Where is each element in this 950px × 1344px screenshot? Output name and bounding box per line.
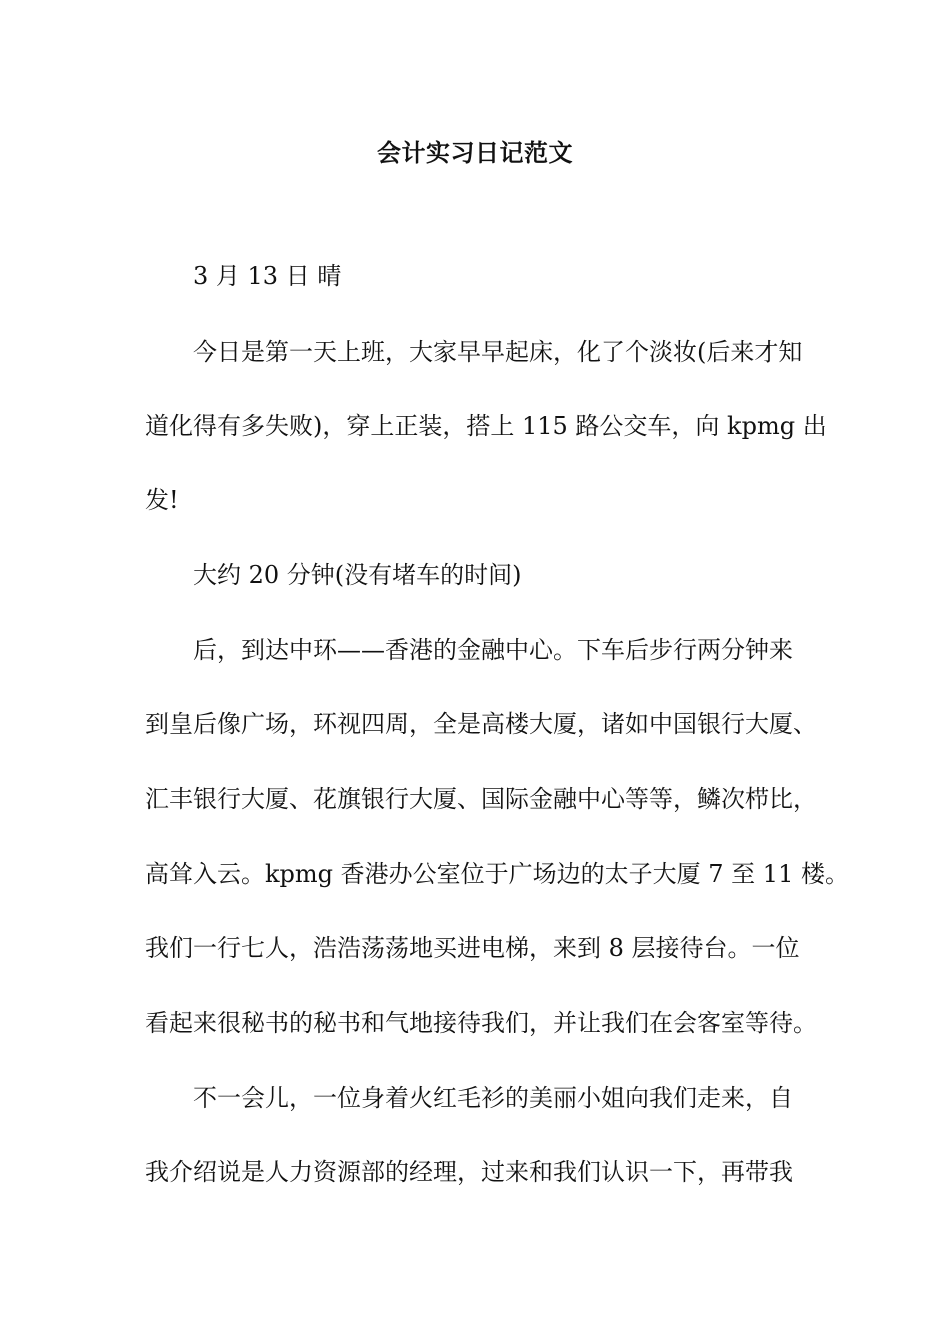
paragraph-line: 高耸入云。kpmg 香港办公室位于广场边的太子大厦 7 至 11 楼。	[145, 860, 849, 888]
paragraph-line: 我介绍说是人力资源部的经理，过来和我们认识一下，再带我	[145, 1158, 793, 1186]
paragraph-line: 今日是第一天上班，大家早早起床，化了个淡妆(后来才知	[193, 338, 803, 366]
paragraph-line: 大约 20 分钟(没有堵车的时间)	[193, 561, 522, 589]
paragraph-line: 看起来很秘书的秘书和气地接待我们，并让我们在会客室等待。	[145, 1009, 817, 1037]
date-weather-line: 3 月 13 日 晴	[193, 262, 342, 290]
paragraph-line: 不一会儿，一位身着火红毛衫的美丽小姐向我们走来，自	[193, 1084, 793, 1112]
paragraph-line: 道化得有多失败)，穿上正装，搭上 115 路公交车，向 kpmg 出	[145, 412, 827, 440]
paragraph-line: 汇丰银行大厦、花旗银行大厦、国际金融中心等等，鳞次栉比，	[145, 785, 817, 813]
paragraph-line: 我们一行七人，浩浩荡荡地买进电梯，来到 8 层接待台。一位	[145, 934, 800, 962]
paragraph-line: 到皇后像广场，环视四周，全是高楼大厦，诸如中国银行大厦、	[145, 710, 817, 738]
paragraph-line: 后，到达中环——香港的金融中心。下车后步行两分钟来	[193, 636, 793, 664]
paragraph-line: 发!	[145, 486, 179, 514]
document-title: 会计实习日记范文	[377, 138, 573, 167]
